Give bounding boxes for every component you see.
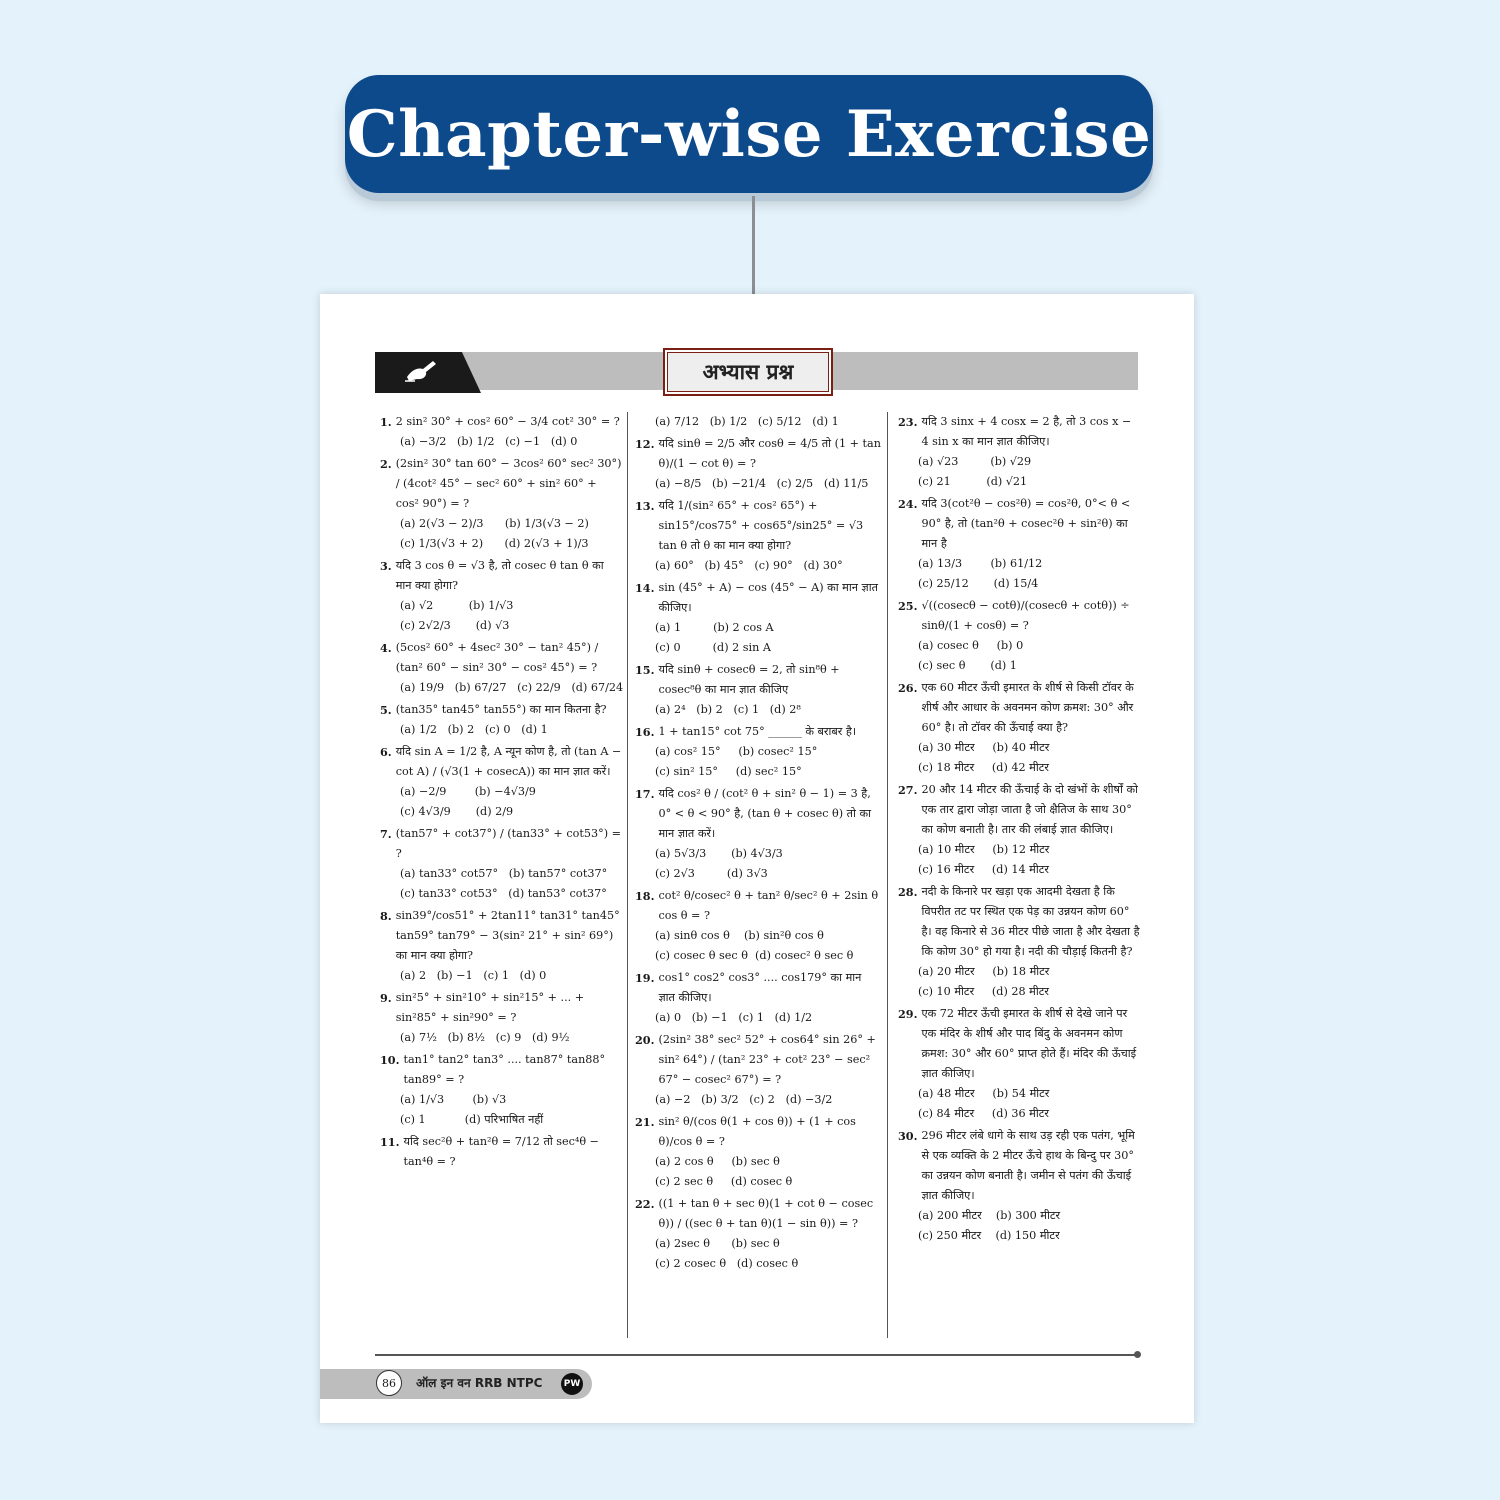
column-3	[898, 412, 1141, 1248]
question-item	[380, 1132, 622, 1172]
answer-options: (a) 2sec θ (b) sec θ	[655, 1237, 780, 1250]
answer-options: (a) 30 मीटर (b) 40 मीटर	[918, 741, 1050, 754]
answer-options: (a) 0 (b) −1 (c) 1 (d) 1/2	[655, 1011, 813, 1024]
answer-options: (a) √2 (b) 1/√3	[400, 599, 514, 612]
question-text: (2sin² 30° tan 60° − 3cos² 60° sec² 30°) / (4cot² 45° − sec² 60° + sin² 60° + cos² 90°) = ?	[395, 457, 622, 510]
question-item	[380, 906, 622, 986]
question-number: 28.	[898, 885, 918, 899]
question-item	[380, 556, 622, 636]
question-text: √((cosecθ − cotθ)/(cosecθ + cotθ)) ÷ sinθ/(1 + cosθ) = ?	[921, 599, 1130, 632]
answer-options: (c) 16 मीटर (d) 14 मीटर	[918, 863, 1049, 876]
answer-options: (c) 2√3 (d) 3√3	[655, 867, 768, 880]
question-item	[898, 596, 1141, 676]
pw-logo-icon: PW	[561, 1373, 583, 1395]
answer-options: (a) 7/12 (b) 1/2 (c) 5/12 (d) 1	[655, 415, 839, 428]
question-text: sin (45° + A) − cos (45° − A) का मान ज्ञात कीजिए।	[658, 581, 878, 614]
answer-options: (a) −3/2 (b) 1/2 (c) −1 (d) 0	[400, 435, 578, 448]
answer-options: (c) 0 (d) 2 sin A	[655, 641, 771, 654]
question-item	[635, 578, 881, 658]
question-item	[635, 722, 881, 782]
question-item	[635, 968, 881, 1028]
question-number: 1.	[380, 415, 392, 429]
answer-options: (c) 2 cosec θ (d) cosec θ	[655, 1257, 799, 1270]
question-item	[380, 742, 622, 822]
answer-options: (c) 250 मीटर (d) 150 मीटर	[918, 1229, 1060, 1242]
answer-options: (c) tan33° cot53° (d) tan53° cot37°	[400, 887, 607, 900]
question-number: 8.	[380, 909, 392, 923]
question-text: (2sin² 38° sec² 52° + cos64° sin 26° + sin² 64°) / (tan² 23° + cot² 23° − sec² 67° − cosec² 67°) = ?	[658, 1033, 876, 1086]
question-item	[380, 454, 622, 554]
question-number: 11.	[380, 1135, 400, 1149]
answer-options: (a) 2 (b) −1 (c) 1 (d) 0	[400, 969, 547, 982]
answer-options: (a) 2⁴ (b) 2 (c) 1 (d) 2⁸	[655, 703, 801, 716]
question-item	[380, 700, 622, 740]
question-number: 14.	[635, 581, 655, 595]
banner-title: Chapter-wise Exercise	[346, 96, 1152, 172]
answer-options: (a) 13/3 (b) 61/12	[918, 557, 1043, 570]
question-item	[380, 824, 622, 904]
column-divider	[887, 412, 888, 1338]
answer-options: (a) 2 cos θ (b) sec θ	[655, 1155, 780, 1168]
question-text: ((1 + tan θ + sec θ)(1 + cot θ − cosec θ)) / ((sec θ + tan θ)(1 − sin θ)) = ?	[658, 1197, 874, 1230]
question-text: यदि sinθ + cosecθ = 2, तो sin⁸θ + cosec⁸θ का मान ज्ञात कीजिए	[658, 663, 840, 696]
question-number: 6.	[380, 745, 392, 759]
question-item	[635, 1194, 881, 1274]
question-item	[635, 660, 881, 720]
question-number: 26.	[898, 681, 918, 695]
answer-options: (c) cosec θ sec θ (d) cosec² θ sec θ	[655, 949, 854, 962]
pen-hand-icon	[403, 357, 439, 383]
question-text: 20 और 14 मीटर की ऊँचाई के दो खंभों के शीर्षों को एक तार द्वारा जोड़ा जाता है जो क्षैतिज के साथ 30° का कोण बनाती है। तार की लंबाई ज्ञात कीजिए।	[921, 783, 1138, 836]
answer-options: (c) 1/3(√3 + 2) (d) 2(√3 + 1)/3	[400, 537, 589, 550]
answer-options: (c) sin² 15° (d) sec² 15°	[655, 765, 802, 778]
question-number: 13.	[635, 499, 655, 513]
question-text: 296 मीटर लंबे धागे के साथ उड़ रही एक पतंग, भूमि से एक व्यक्ति के 2 मीटर ऊँचे हाथ के बिन्दु पर 30° का उन्नयन कोण बनाती है। जमीन से पतंग की ऊँचाई ज्ञात कीजिए।	[921, 1129, 1135, 1202]
answer-options: (c) 2√2/3 (d) √3	[400, 619, 510, 632]
question-text: cos1° cos2° cos3° .... cos179° का मान ज्ञात कीजिए।	[658, 971, 862, 1004]
question-item	[898, 494, 1141, 594]
answer-options: (c) 18 मीटर (d) 42 मीटर	[918, 761, 1049, 774]
question-text: tan1° tan2° tan3° .... tan87° tan88° tan89° = ?	[403, 1053, 606, 1086]
question-item	[635, 886, 881, 966]
question-number: 23.	[898, 415, 918, 429]
question-item	[635, 434, 881, 494]
question-item	[635, 1030, 881, 1110]
question-item	[898, 1004, 1141, 1124]
question-item	[898, 780, 1141, 880]
question-number: 7.	[380, 827, 392, 841]
question-number: 21.	[635, 1115, 655, 1129]
answer-options: (a) 1/√3 (b) √3	[400, 1093, 507, 1106]
question-number: 27.	[898, 783, 918, 797]
question-item	[380, 412, 622, 452]
answer-options: (a) 1/2 (b) 2 (c) 0 (d) 1	[400, 723, 548, 736]
answer-options: (c) 10 मीटर (d) 28 मीटर	[918, 985, 1049, 998]
question-text: sin39°/cos51° + 2tan11° tan31° tan45° tan59° tan79° − 3(sin² 21° + sin² 69°) का मान क्या होगा?	[395, 909, 620, 962]
column-2	[635, 412, 881, 1276]
footer-rule	[375, 1354, 1138, 1356]
question-number: 10.	[380, 1053, 400, 1067]
answer-options: (a) 2(√3 − 2)/3 (b) 1/3(√3 − 2)	[400, 517, 589, 530]
answer-options: (a) 60° (b) 45° (c) 90° (d) 30°	[655, 559, 843, 572]
answer-options: (c) 1 (d) परिभाषित नहीं	[400, 1113, 544, 1126]
question-text: (tan35° tan45° tan55°) का मान कितना है?	[395, 703, 607, 716]
section-title: अभ्यास प्रश्न	[663, 348, 833, 396]
answer-options: (a) 7½ (b) 8½ (c) 9 (d) 9½	[400, 1031, 570, 1044]
column-divider	[627, 412, 628, 1338]
answer-options: (c) 84 मीटर (d) 36 मीटर	[918, 1107, 1049, 1120]
question-item	[635, 784, 881, 884]
answer-options: (c) 4√3/9 (d) 2/9	[400, 805, 514, 818]
answer-options: (c) 2 sec θ (d) cosec θ	[655, 1175, 793, 1188]
answer-options: (a) 20 मीटर (b) 18 मीटर	[918, 965, 1050, 978]
question-text: cot² θ/cosec² θ + tan² θ/sec² θ + 2sin θ cos θ = ?	[658, 889, 879, 922]
question-text: नदी के किनारे पर खड़ा एक आदमी देखता है कि विपरीत तट पर स्थित एक पेड़ का उन्नयन कोण 60° है। वह किनारे से 36 मीटर पीछे जाता है और देखता है कि कोण 30° हो गया है। नदी की चौड़ाई कितनी है?	[921, 885, 1140, 958]
question-text: (5cos² 60° + 4sec² 30° − tan² 45°) / (tan² 60° − sin² 30° − cos² 45°) = ?	[395, 641, 599, 674]
question-number: 24.	[898, 497, 918, 511]
question-text: यदि 3 sinx + 4 cosx = 2 है, तो 3 cos x − 4 sin x का मान ज्ञात कीजिए।	[921, 415, 1132, 448]
answer-options: (a) 200 मीटर (b) 300 मीटर	[918, 1209, 1061, 1222]
question-item	[635, 496, 881, 576]
answer-options: (c) sec θ (d) 1	[918, 659, 1017, 672]
answer-options: (a) 48 मीटर (b) 54 मीटर	[918, 1087, 1050, 1100]
question-text: एक 60 मीटर ऊँची इमारत के शीर्ष से किसी टॉवर के शीर्ष और आधार के अवनमन कोण क्रमश: 30° और 60° है। तो टॉवर की ऊँचाई क्या है?	[921, 681, 1134, 734]
question-text: यदि sec²θ + tan²θ = 7/12 तो sec⁴θ − tan⁴θ = ?	[403, 1135, 600, 1168]
question-text: 1 + tan15° cot 75° ______ के बराबर है।	[658, 725, 857, 738]
question-text: एक 72 मीटर ऊँची इमारत के शीर्ष से देखे जाने पर एक मंदिर के शीर्ष और पाद बिंदु के अवनमन कोण क्रमश: 30° और 60° प्राप्त होते हैं। मंदिर की ऊँचाई ज्ञात कीजिए।	[921, 1007, 1137, 1080]
question-item	[635, 1112, 881, 1192]
question-text: (tan57° + cot37°) / (tan33° + cot53°) = ?	[395, 827, 621, 860]
book-title: ऑल इन वन RRB NTPC	[416, 1376, 543, 1390]
answer-options: (a) sinθ cos θ (b) sin²θ cos θ	[655, 929, 824, 942]
footer-rule-dot	[1134, 1351, 1141, 1358]
question-text: यदि 3 cos θ = √3 है, तो cosec θ tan θ का मान क्या होगा?	[395, 559, 604, 592]
question-number: 12.	[635, 437, 655, 451]
answer-options: (a) −2/9 (b) −4√3/9	[400, 785, 536, 798]
question-number: 18.	[635, 889, 655, 903]
question-number: 16.	[635, 725, 655, 739]
answer-options: (a) cos² 15° (b) cosec² 15°	[655, 745, 818, 758]
question-number: 25.	[898, 599, 918, 613]
question-number: 20.	[635, 1033, 655, 1047]
banner	[345, 75, 1153, 193]
answer-options: (a) 1 (b) 2 cos A	[655, 621, 774, 634]
question-text: यदि 3(cot²θ − cos²θ) = cos²θ, 0°< θ < 90° है, तो (tan²θ + cosec²θ + sin²θ) का मान है	[921, 497, 1131, 550]
question-text: 2 sin² 30° + cos² 60° − 3/4 cot² 30° = ?	[395, 415, 620, 428]
question-item	[380, 988, 622, 1048]
question-text: यदि cos² θ / (cot² θ + sin² θ − 1) = 3 है, 0° < θ < 90° है, (tan θ + cosec θ) तो का मान ज्ञात करें।	[658, 787, 872, 840]
question-number: 5.	[380, 703, 392, 717]
answer-options: (a) −8/5 (b) −21/4 (c) 2/5 (d) 11/5	[655, 477, 869, 490]
answer-options: (c) 21 (d) √21	[918, 475, 1028, 488]
question-number: 19.	[635, 971, 655, 985]
question-text: यदि sin A = 1/2 है, A न्यून कोण है, तो (tan A − cot A) / (√3(1 + cosecA)) का मान ज्ञात करें।	[395, 745, 622, 778]
question-item	[898, 412, 1141, 492]
question-item	[898, 1126, 1141, 1246]
question-number: 9.	[380, 991, 392, 1005]
question-item	[380, 638, 622, 698]
question-number: 15.	[635, 663, 655, 677]
question-number: 30.	[898, 1129, 918, 1143]
question-item	[380, 1050, 622, 1130]
question-text: यदि sinθ = 2/5 और cosθ = 4/5 तो (1 + tan θ)/(1 − cot θ) = ?	[658, 437, 881, 470]
question-text: यदि 1/(sin² 65° + cos² 65°) + sin15°/cos75° + cos65°/sin25° = √3 tan θ तो θ का मान क्या होगा?	[658, 499, 864, 552]
question-item	[635, 412, 881, 432]
question-number: 2.	[380, 457, 392, 471]
answer-options: (a) −2 (b) 3/2 (c) 2 (d) −3/2	[655, 1093, 833, 1106]
column-1	[380, 412, 622, 1174]
question-item	[898, 678, 1141, 778]
page-number: 86	[376, 1370, 402, 1396]
answer-options: (c) 25/12 (d) 15/4	[918, 577, 1039, 590]
answer-options: (a) 10 मीटर (b) 12 मीटर	[918, 843, 1050, 856]
answer-options: (a) √23 (b) √29	[918, 455, 1032, 468]
question-number: 22.	[635, 1197, 655, 1211]
question-number: 4.	[380, 641, 392, 655]
answer-options: (a) tan33° cot57° (b) tan57° cot37°	[400, 867, 608, 880]
question-item	[898, 882, 1141, 1002]
question-number: 3.	[380, 559, 392, 573]
question-number: 17.	[635, 787, 655, 801]
answer-options: (a) 19/9 (b) 67/27 (c) 22/9 (d) 67/24	[400, 681, 624, 694]
answer-options: (a) 5√3/3 (b) 4√3/3	[655, 847, 783, 860]
book-page	[320, 294, 1194, 1423]
question-text: sin²5° + sin²10° + sin²15° + ... + sin²85° + sin²90° = ?	[395, 991, 585, 1024]
question-text: sin² θ/(cos θ(1 + cos θ)) + (1 + cos θ)/cos θ = ?	[658, 1115, 856, 1148]
question-number: 29.	[898, 1007, 918, 1021]
answer-options: (a) cosec θ (b) 0	[918, 639, 1024, 652]
